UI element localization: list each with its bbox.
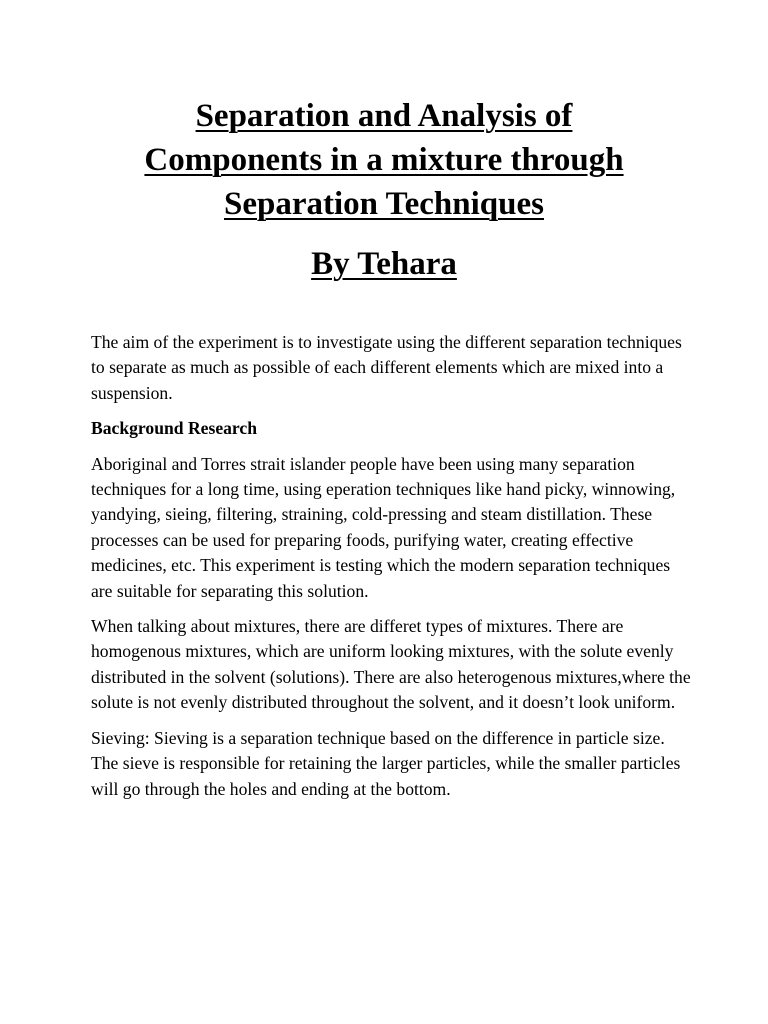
title-block [60,94,708,286]
title-line-2: Components in a mixture through [144,142,624,178]
background-paragraph: Aboriginal and Torres strait islander people have been using many separation techniques for a long time, using eperation techniques like hand picky, winnowing, yandying, sieing, filtering, straining, cold-pressing and steam distillation. These processes can be used for preparing foods, purifying water, creating effective medicines, etc. This experiment is testing which the modern separation techniques are suitable for separating this solution. [91,453,676,601]
title-line-3: Separation Techniques [223,186,544,222]
sieving-paragraph: Sieving: Sieving is a separation technique based on the difference in particle size. The sieve is responsible for retaining the larger particles, while the smaller particles will go through the holes and ending at the bottom. [91,727,681,799]
aim-paragraph: The aim of the experiment is to investigate using the different separation techniques to separate as much as possible of each different elements which are mixed into a suspension. [91,332,682,403]
title-line-1: Separation and Analysis of [195,98,573,134]
document-body [91,330,691,812]
mixtures-paragraph: When talking about mixtures, there are differet types of mixtures. There are homogenous mixtures, which are uniform looking mixtures, with the solute evenly distributed in the solvent (solutions). There are also heterogenous mixtures,where the solute is not evenly distributed throughout the solvent, and it doesn’t look uniform. [91,616,691,713]
background-heading: Background Research [91,418,258,439]
author-line: By Tehara [311,246,457,282]
